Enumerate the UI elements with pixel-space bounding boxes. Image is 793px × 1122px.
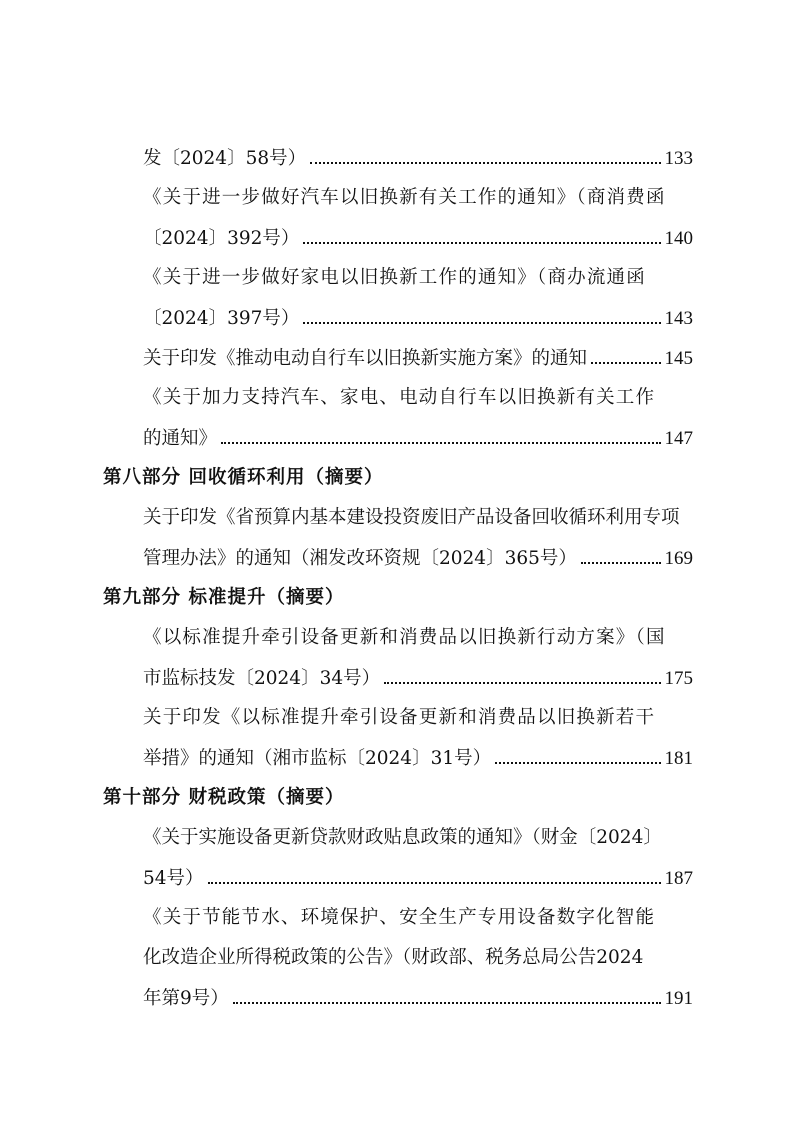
page-number: 147	[664, 428, 693, 449]
toc-text: 《以标准提升牵引设备更新和消费品以旧换新行动方案》（国	[143, 627, 666, 648]
toc-line-13	[143, 698, 693, 738]
toc-text: 发〔2024〕58号）	[143, 148, 307, 169]
page-number: 191	[664, 988, 693, 1009]
toc-text: 关于印发《省预算内基本建设投资废旧产品设备回收循环利用专项	[143, 507, 680, 528]
toc-text: 〔2024〕392号）	[143, 228, 300, 249]
toc-line-15	[143, 818, 693, 858]
toc-line-1	[143, 138, 693, 178]
toc-line-11	[143, 618, 693, 658]
toc-text: 化改造企业所得税政策的公告》（财政部、税务总局公告2024	[143, 947, 644, 968]
page-number: 140	[664, 228, 693, 249]
toc-text: 举措》的通知（湘市监标〔2024〕31号）	[143, 748, 492, 769]
leader-dots	[384, 658, 660, 684]
toc-text: 《关于进一步做好汽车以旧换新有关工作的通知》（商消费函	[143, 187, 666, 208]
toc-text: 《关于节能节水、环境保护、安全生产专用设备数字化智能	[143, 907, 656, 928]
toc-line-16	[143, 858, 693, 898]
toc-line-17	[143, 898, 693, 938]
leader-dots	[303, 298, 660, 324]
toc-line-9	[143, 498, 693, 538]
toc-line-3	[143, 218, 693, 258]
page-number: 133	[664, 148, 693, 169]
page-number: 181	[664, 748, 693, 769]
leader-dots	[221, 418, 660, 444]
toc-line-10	[143, 538, 693, 578]
leader-dots	[310, 138, 660, 164]
toc-line-2	[143, 178, 693, 218]
toc-text: 管理办法》的通知（湘发改环资规〔2024〕365号）	[143, 548, 577, 569]
toc-line-18	[143, 938, 693, 978]
toc-line-8	[143, 418, 693, 458]
toc-text: 《关于进一步做好家电以旧换新工作的通知》（商办流通函	[143, 267, 646, 288]
page-number: 187	[664, 868, 693, 889]
toc-line-4	[143, 258, 693, 298]
toc-text: 的通知》	[143, 428, 218, 449]
page-number: 143	[664, 308, 693, 329]
leader-dots	[208, 858, 661, 884]
section-heading-8: 第八部分 回收循环利用（摘要）	[103, 467, 384, 488]
toc-text: 关于印发《以标准提升牵引设备更新和消费品以旧换新若干	[143, 707, 656, 728]
toc-text: 〔2024〕397号）	[143, 308, 300, 329]
toc-text: 《关于加力支持汽车、家电、电动自行车以旧换新有关工作	[143, 387, 656, 408]
toc-text: 《关于实施设备更新贷款财政贴息政策的通知》（财金〔2024〕	[143, 827, 662, 848]
leader-dots	[495, 738, 660, 764]
page-number: 175	[664, 668, 693, 689]
toc-line-14	[143, 738, 693, 778]
leader-dots	[303, 218, 660, 244]
toc-text: 市监标技发〔2024〕34号）	[143, 668, 381, 689]
toc-text: 54号）	[143, 868, 204, 889]
page-number: 145	[664, 348, 693, 369]
toc-line-19	[143, 978, 693, 1018]
leader-dots	[581, 538, 661, 564]
toc-text: 关于印发《推动电动自行车以旧换新实施方案》的通知	[143, 348, 588, 369]
toc-text: 年第9号）	[143, 988, 229, 1009]
leader-dots	[591, 338, 660, 364]
section-heading-10: 第十部分 财税政策（摘要）	[103, 787, 345, 808]
leader-dots	[233, 978, 661, 1004]
page-number: 169	[664, 548, 693, 569]
toc-line-12	[143, 658, 693, 698]
section-heading-9: 第九部分 标准提升（摘要）	[103, 587, 345, 608]
toc-line-7	[143, 378, 693, 418]
toc-line-5	[143, 298, 693, 338]
toc-line-6	[143, 338, 693, 378]
